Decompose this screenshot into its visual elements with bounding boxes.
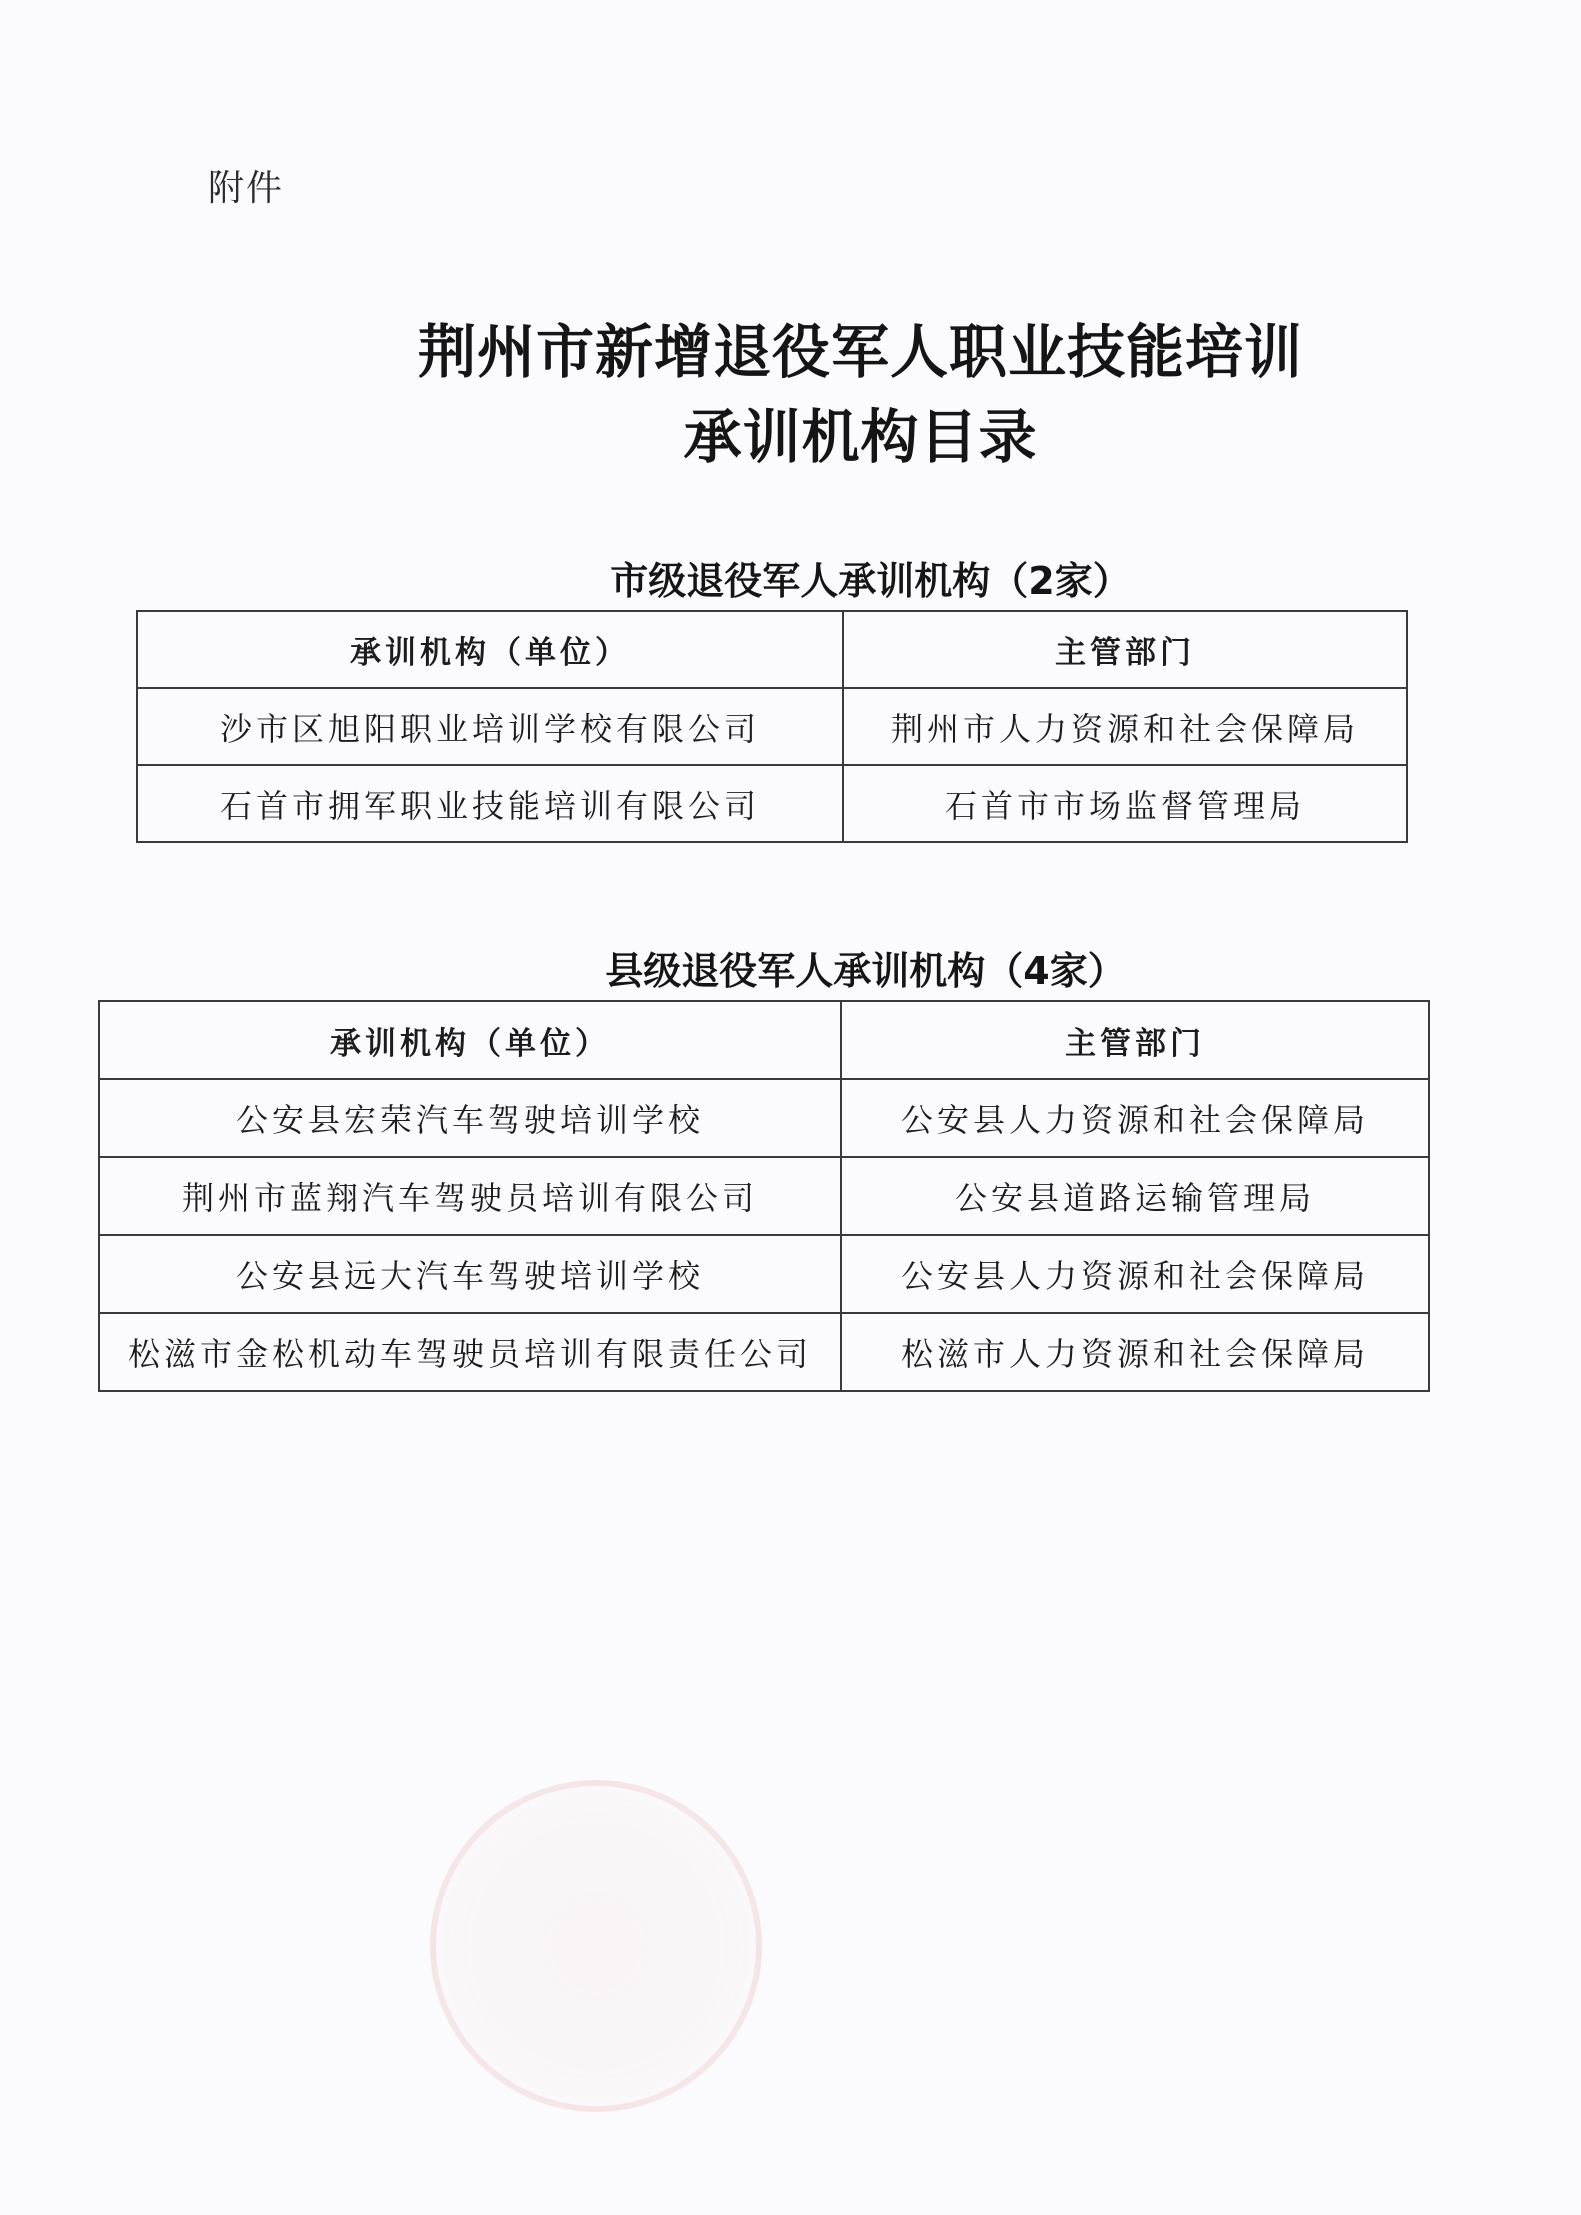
institution-cell: 沙市区旭阳职业培训学校有限公司 — [137, 688, 843, 765]
attachment-label: 附件 — [208, 168, 285, 209]
column-header-department: 主管部门 — [841, 1001, 1429, 1079]
department-cell: 松滋市人力资源和社会保障局 — [841, 1313, 1429, 1391]
table-row — [137, 688, 1407, 765]
table-row — [99, 1157, 1429, 1235]
document-title-line-1: 荆州市新增退役军人职业技能培训 — [417, 318, 1303, 386]
department-cell: 荆州市人力资源和社会保障局 — [843, 688, 1407, 765]
table-row — [99, 1079, 1429, 1157]
institution-cell: 荆州市蓝翔汽车驾驶员培训有限公司 — [99, 1157, 841, 1235]
table-header-row — [99, 1001, 1429, 1079]
institution-cell: 石首市拥军职业技能培训有限公司 — [137, 765, 843, 842]
column-header-institution: 承训机构（单位） — [99, 1001, 841, 1079]
table-row — [137, 765, 1407, 842]
institution-cell: 松滋市金松机动车驾驶员培训有限责任公司 — [99, 1313, 841, 1391]
institution-cell: 公安县宏荣汽车驾驶培训学校 — [99, 1079, 841, 1157]
department-cell: 公安县人力资源和社会保障局 — [841, 1235, 1429, 1313]
county-section-heading: 县级退役军人承训机构（4家） — [605, 949, 1126, 993]
document-title-line-2: 承训机构目录 — [683, 403, 1038, 471]
faded-seal-stamp — [430, 1780, 762, 2112]
department-cell: 公安县人力资源和社会保障局 — [841, 1079, 1429, 1157]
institution-cell: 公安县远大汽车驾驶培训学校 — [99, 1235, 841, 1313]
county-institutions-table — [98, 1000, 1430, 1392]
table-row — [99, 1235, 1429, 1313]
city-section-heading: 市级退役军人承训机构（2家） — [610, 559, 1131, 603]
column-header-department: 主管部门 — [843, 611, 1407, 688]
column-header-institution: 承训机构（单位） — [137, 611, 843, 688]
department-cell: 石首市市场监督管理局 — [843, 765, 1407, 842]
department-cell: 公安县道路运输管理局 — [841, 1157, 1429, 1235]
table-row — [99, 1313, 1429, 1391]
city-institutions-table — [136, 610, 1408, 843]
table-header-row — [137, 611, 1407, 688]
